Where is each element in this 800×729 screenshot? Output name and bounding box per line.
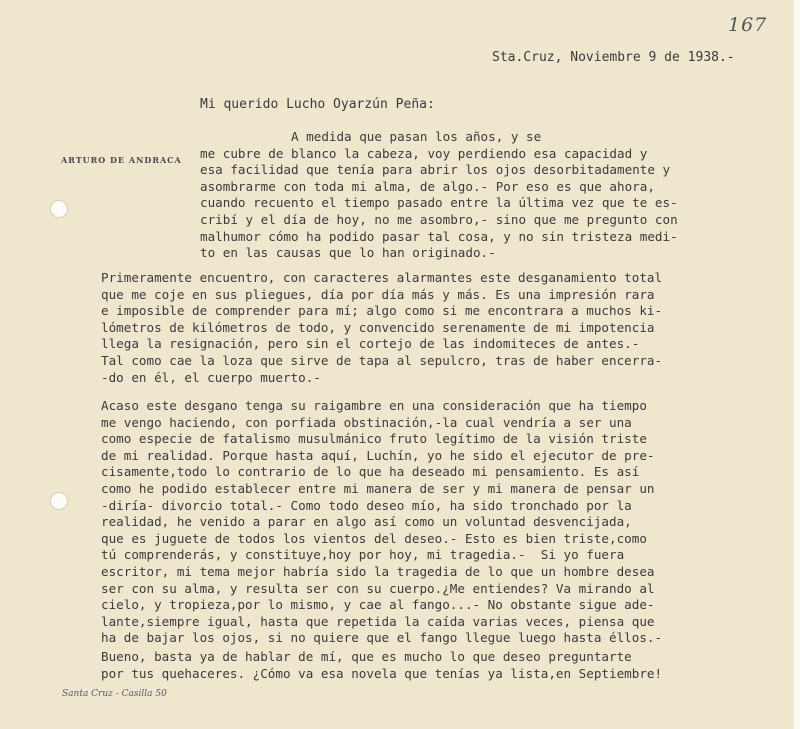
punch-hole-bottom: [50, 492, 68, 510]
paragraph-2: Primeramente encuentro, con caracteres alarmantes este desganamiento total que me coje en sus pliegues, día por día más y más. Es una impresión rara e imposible de comprender para mí; algo como si me encontrara a muchos ki- lómetros de kilómetros de todo, y convencido serenamente de mi impotencia llega la resignación, pero sin el cortejo de las indomiteces de antes.- Tal como cae la loza que sirve de tapa al sepulcro, tras de haber encerra- -do en él, el cuerpo muerto.-: [101, 270, 663, 385]
punch-hole-top: [50, 200, 68, 218]
dateline: Sta.Cruz, Noviembre 9 de 1938.-: [492, 50, 735, 65]
letterhead-stamp: ARTURO DE ANDRACA: [61, 155, 182, 165]
salutation: Mi querido Lucho Oyarzún Peña:: [200, 97, 435, 112]
folio-number: 167: [728, 14, 768, 36]
paragraph-4: Bueno, basta ya de hablar de mí, que es mucho lo que deseo preguntarte por tus quehaceres. ¿Cómo va esa novela que tenías ya lista,en Septiembre!: [101, 649, 663, 681]
paragraph-3: Acaso este desgano tenga su raigambre en una consideración que ha tiempo me vengo haciendo, con porfiada obstinación,-la cual vendría a ser una como especie de fatalismo musulmánico fruto legítimo de la visión triste de mi realidad. Porque hasta aquí, Luchín, yo he sido el ejecutor de pre- cisamente,todo lo contrario de lo que ha deseado mi pensamiento. Es así como he podido establecer entre mi manera de ser y mi manera de pensar un -diría- divorcio total.- Como todo deseo mío, ha sido tronchado por la realidad, he venido a parar en algo así como un voluntad desvencijada, que es juguete de todos los vientos del deseo.- Esto es bien triste,como tú comprenderás, y constituye,hoy por hoy, mi tragedia.- Si yo fuera escritor, mi tema mejor habría sido la tragedia de lo que un hombre desea ser con su alma, y resulta ser con su cuerpo.¿Me entiendes? Va mirando al cielo, y tropieza,por lo mismo, y cae al fango...- No obstante sigue ade- lante,siempre igual, hasta que repetida la caída varias veces, piensa que ha de bajar los ojos, si no quiere que el fango llegue luego hasta éllos.-: [101, 398, 663, 646]
paragraph-1: A medida que pasan los años, y se me cubre de blanco la cabeza, voy perdiendo esa capacidad y esa facilidad que tenía para abrir los ojos desorbitadamente y asombrarme con toda mi alma, de algo.- Por eso es que ahora, cuando recuento el tiempo pasado entre la última vez que te es- cribí y el día de hoy, no me asombro,- sino que me pregunto con malhumor cómo ha podido pasar tal cosa, y no sin tristeza medi- to en las causas que lo han originado.-: [200, 129, 678, 261]
page-edge: [794, 0, 800, 729]
footer-address: Santa Cruz - Casilla 50: [62, 689, 167, 699]
